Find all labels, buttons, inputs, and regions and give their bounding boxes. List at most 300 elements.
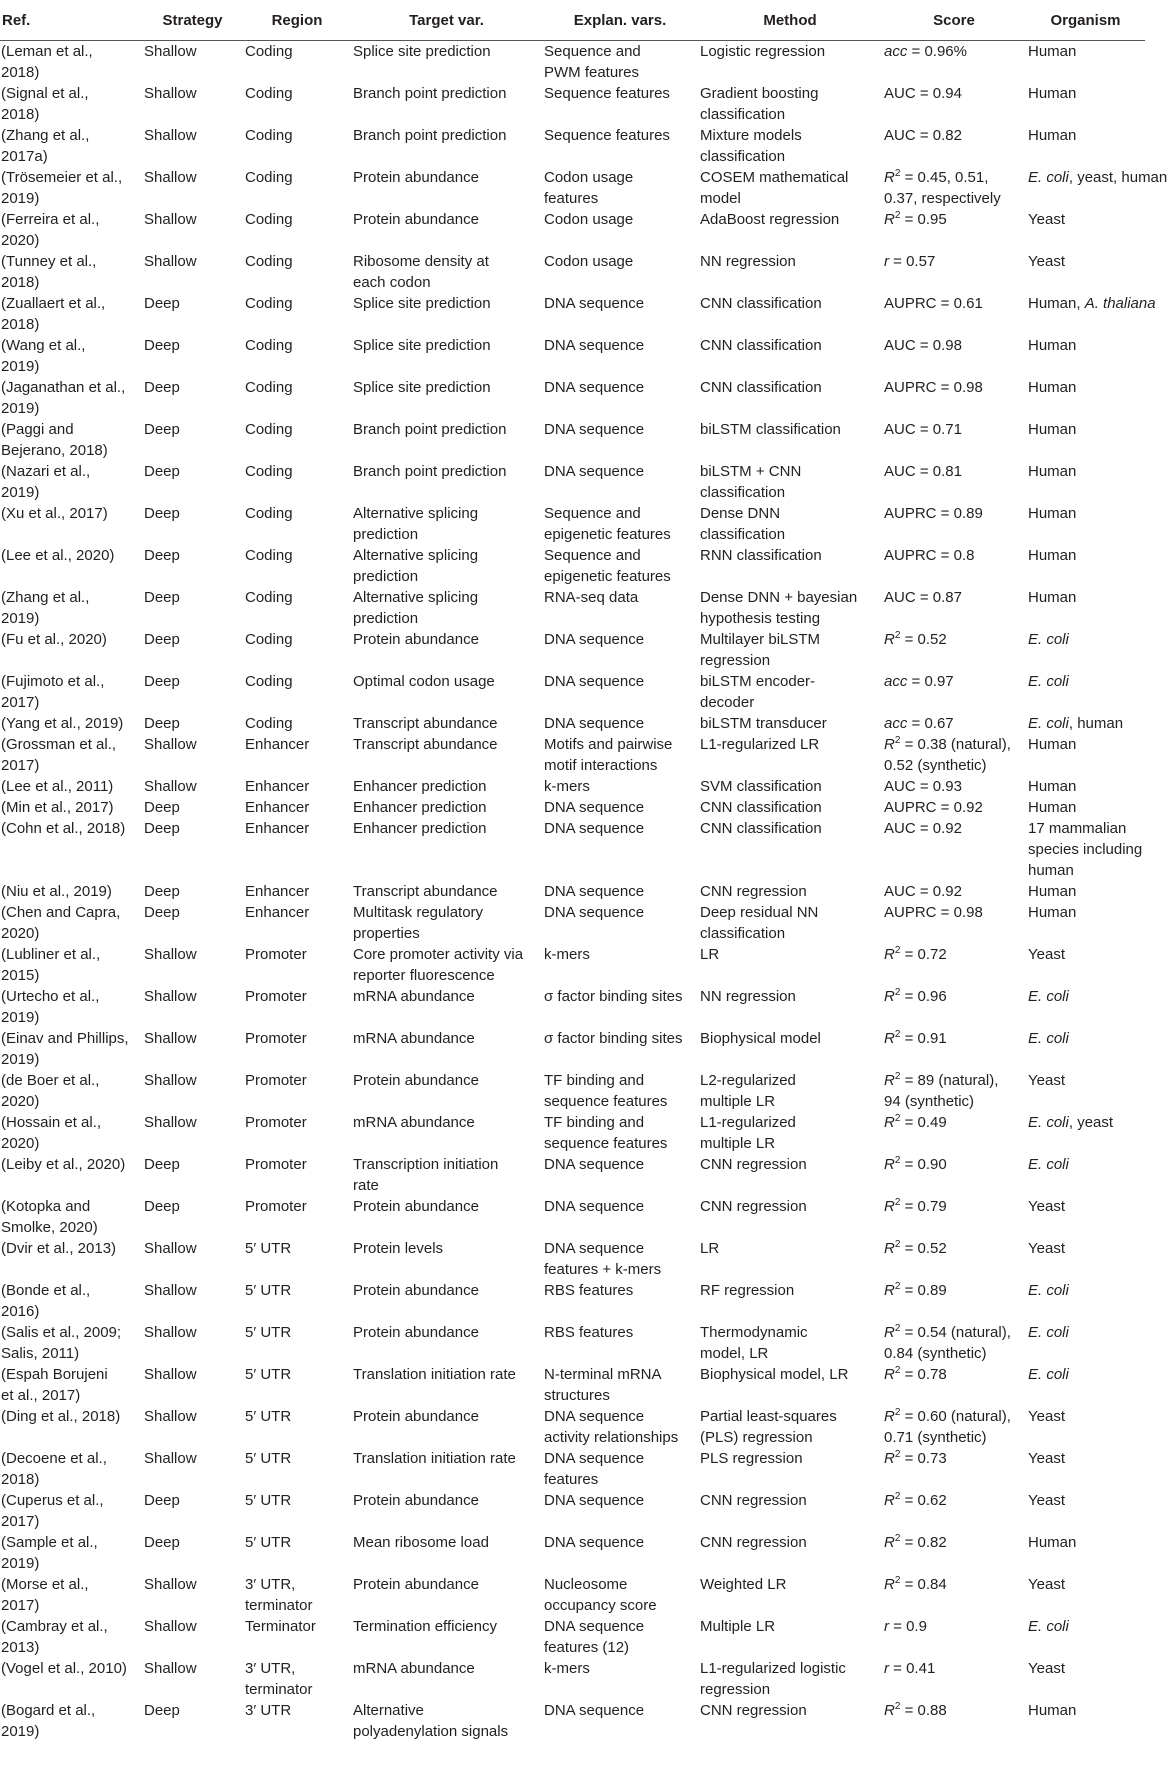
cell-line: $R^2 = 0.38$ (natural), — [884, 735, 1011, 753]
cell-strategy — [142, 797, 243, 818]
cell-target-var — [351, 1700, 542, 1742]
cell-region — [243, 1028, 351, 1070]
cell-ref — [0, 1154, 142, 1196]
cell-line: Human — [1028, 463, 1077, 480]
cell-score — [882, 503, 1026, 545]
cell-line: L1-regularized LR — [700, 736, 820, 753]
table-header — [0, 0, 1145, 41]
cell-method — [698, 713, 882, 734]
cell-region — [243, 797, 351, 818]
cell-line: $R^2 = 0.95$ — [884, 210, 947, 228]
table-row — [0, 1700, 1145, 1742]
cell-organism — [1026, 1154, 1145, 1196]
table-row — [0, 83, 1145, 125]
cell-line: Protein levels — [353, 1240, 444, 1257]
cell-line: AUC = 0.92 — [884, 820, 962, 837]
cell-line: Protein abundance — [353, 1576, 479, 1593]
cell-organism — [1026, 209, 1145, 251]
cell-line: Human — [1028, 736, 1077, 753]
cell-line: epigenetic features — [544, 526, 671, 543]
cell-target-var — [351, 1616, 542, 1658]
cell-line: Gradient boosting — [700, 85, 819, 102]
cell-strategy — [142, 1028, 243, 1070]
cell-line: 2015) — [1, 967, 40, 984]
cell-line: (Hossain et al., — [1, 1114, 102, 1131]
cell-line: DNA sequence — [544, 820, 645, 837]
cell-organism — [1026, 419, 1145, 461]
cell-ref — [0, 461, 142, 503]
cell-line: (Salis et al., 2009; — [1, 1324, 122, 1341]
cell-region — [243, 1448, 351, 1490]
cell-target-var — [351, 944, 542, 986]
cell-target-var — [351, 1154, 542, 1196]
cell-line: E. coli — [1028, 673, 1069, 690]
cell-explan-vars — [542, 335, 698, 377]
cell-line: AUC = 0.94 — [884, 85, 962, 102]
table-row — [0, 1238, 1145, 1280]
cell-strategy — [142, 734, 243, 776]
cell-region — [243, 1364, 351, 1406]
cell-line: Thermodynamic — [700, 1324, 808, 1341]
cell-line: Deep — [144, 421, 180, 438]
cell-line: Human — [1028, 127, 1077, 144]
cell-line: (Bogard et al., — [1, 1702, 96, 1719]
cell-line: Terminator — [245, 1618, 316, 1635]
cell-ref — [0, 944, 142, 986]
cell-explan-vars — [542, 1196, 698, 1238]
cell-line: Deep — [144, 547, 180, 564]
cell-line: DNA sequence — [544, 1156, 645, 1173]
table-row — [0, 545, 1145, 587]
cell-score — [882, 1154, 1026, 1196]
cell-target-var — [351, 1196, 542, 1238]
cell-line: AUC = 0.93 — [884, 778, 962, 795]
cell-line: L2-regularized — [700, 1072, 796, 1089]
cell-method — [698, 209, 882, 251]
cell-score — [882, 1574, 1026, 1616]
cell-ref — [0, 1490, 142, 1532]
cell-line: $R^2 = 0.54$ (natural), — [884, 1323, 1011, 1341]
cell-line: CNN classification — [700, 337, 822, 354]
cell-line: Yeast — [1028, 1450, 1065, 1467]
cell-line: 2020) — [1, 925, 40, 942]
cell-line: Multiple LR — [700, 1618, 776, 1635]
cell-line: Shallow — [144, 211, 197, 228]
cell-ref — [0, 335, 142, 377]
cell-score — [882, 335, 1026, 377]
cell-line: Salis, 2011) — [1, 1345, 80, 1362]
cell-line: (Ding et al., 2018) — [1, 1408, 121, 1425]
cell-line: Deep — [144, 337, 180, 354]
cell-region — [243, 818, 351, 881]
cell-region — [243, 503, 351, 545]
cell-target-var — [351, 1112, 542, 1154]
cell-method — [698, 1364, 882, 1406]
cell-line: prediction — [353, 568, 419, 585]
cell-line: $R^2 = 0.62$ — [884, 1491, 947, 1509]
cell-line: Human — [1028, 778, 1077, 795]
cell-line: Deep — [144, 1156, 180, 1173]
cell-explan-vars — [542, 1154, 698, 1196]
cell-target-var — [351, 797, 542, 818]
cell-line: 2017a) — [1, 148, 48, 165]
cell-explan-vars — [542, 1280, 698, 1322]
cell-line: Codon usage — [544, 253, 634, 270]
cell-line: σ factor binding sites — [544, 1030, 683, 1047]
cell-line: (Dvir et al., 2013) — [1, 1240, 117, 1257]
cell-score — [882, 41, 1026, 84]
cell-line: $R^2 = 0.90$ — [884, 1155, 947, 1173]
cell-line: Human — [1028, 379, 1077, 396]
cell-line: Yeast — [1028, 1408, 1065, 1425]
cell-target-var — [351, 41, 542, 84]
cell-strategy — [142, 209, 243, 251]
cell-ref — [0, 797, 142, 818]
cell-line: Coding — [245, 421, 293, 438]
cell-strategy — [142, 881, 243, 902]
cell-line: Translation initiation rate — [353, 1450, 516, 1467]
cell-score — [882, 797, 1026, 818]
cell-organism — [1026, 944, 1145, 986]
cell-method — [698, 1616, 882, 1658]
cell-line: human — [1028, 862, 1074, 879]
cell-strategy — [142, 1490, 243, 1532]
cell-strategy — [142, 1616, 243, 1658]
cell-score — [882, 986, 1026, 1028]
cell-line: regression — [700, 1681, 771, 1698]
cell-line: Human, A. thaliana — [1028, 295, 1156, 312]
cell-ref — [0, 1238, 142, 1280]
cell-line: 2018) — [1, 316, 40, 333]
cell-line: CNN classification — [700, 799, 822, 816]
cell-line: Deep — [144, 631, 180, 648]
cell-line: Multitask regulatory — [353, 904, 484, 921]
cell-method — [698, 251, 882, 293]
cell-line: $R^2 = 89$ (natural), — [884, 1071, 999, 1089]
cell-score — [882, 587, 1026, 629]
cell-line: Coding — [245, 253, 293, 270]
cell-region — [243, 1658, 351, 1700]
cell-region — [243, 1154, 351, 1196]
cell-line: Shallow — [144, 43, 197, 60]
cell-score — [882, 377, 1026, 419]
cell-line: Shallow — [144, 1408, 197, 1425]
cell-line: Alternative — [353, 1702, 424, 1719]
cell-organism — [1026, 83, 1145, 125]
cell-line: 2019) — [1, 1051, 40, 1068]
cell-organism — [1026, 902, 1145, 944]
cell-ref — [0, 41, 142, 84]
cell-line: Protein abundance — [353, 1198, 479, 1215]
cell-line: acc = 0.96% — [884, 43, 967, 60]
cell-line: 2019) — [1, 1555, 40, 1572]
cell-line: (Leiby et al., 2020) — [1, 1156, 126, 1173]
cell-line: Human — [1028, 547, 1077, 564]
cell-line: acc = 0.97 — [884, 673, 954, 690]
cell-line: Shallow — [144, 169, 197, 186]
cell-method — [698, 545, 882, 587]
cell-line: 5′ UTR — [245, 1282, 292, 1299]
cell-region — [243, 1616, 351, 1658]
table-row — [0, 1280, 1145, 1322]
cell-line: Enhancer prediction — [353, 799, 487, 816]
table-row — [0, 629, 1145, 671]
cell-line: Deep — [144, 883, 180, 900]
cell-organism — [1026, 1532, 1145, 1574]
cell-ref — [0, 1406, 142, 1448]
cell-line: LR — [700, 1240, 720, 1257]
cell-line: E. coli — [1028, 988, 1069, 1005]
cell-line: 2016) — [1, 1303, 40, 1320]
cell-line: 2017) — [1, 1513, 40, 1530]
cell-explan-vars — [542, 1574, 698, 1616]
cell-line: 2019) — [1, 358, 40, 375]
cell-method — [698, 1280, 882, 1322]
cell-line: L1-regularized — [700, 1114, 796, 1131]
cell-organism — [1026, 671, 1145, 713]
header-organism: Organism — [1026, 0, 1145, 41]
header-ref: Ref. — [0, 0, 142, 41]
cell-line: DNA sequence — [544, 1240, 645, 1257]
cell-explan-vars — [542, 41, 698, 84]
cell-line: Sequence features — [544, 127, 670, 144]
cell-line: classification — [700, 925, 786, 942]
cell-score — [882, 1070, 1026, 1112]
cell-line: (Paggi and — [1, 421, 74, 438]
cell-line: Enhancer — [245, 904, 310, 921]
cell-strategy — [142, 251, 243, 293]
cell-strategy — [142, 1280, 243, 1322]
cell-line: Branch point prediction — [353, 463, 507, 480]
cell-line: Coding — [245, 379, 293, 396]
cell-line: E. coli — [1028, 1156, 1069, 1173]
cell-strategy — [142, 1238, 243, 1280]
cell-region — [243, 986, 351, 1028]
table-row — [0, 377, 1145, 419]
cell-strategy — [142, 545, 243, 587]
cell-line: L1-regularized logistic — [700, 1660, 846, 1677]
cell-strategy — [142, 503, 243, 545]
cell-strategy — [142, 167, 243, 209]
cell-line: AUPRC = 0.98 — [884, 379, 983, 396]
cell-line: AUPRC = 0.98 — [884, 904, 983, 921]
cell-explan-vars — [542, 251, 698, 293]
cell-line: Yeast — [1028, 253, 1065, 270]
cell-line: (Sample et al., — [1, 1534, 98, 1551]
cell-line: (Espah Borujeni — [1, 1366, 108, 1383]
cell-line: (Nazari et al., — [1, 463, 91, 480]
table-row — [0, 797, 1145, 818]
cell-target-var — [351, 167, 542, 209]
cell-line: E. coli — [1028, 1618, 1069, 1635]
cell-line: Shallow — [144, 1114, 197, 1131]
cell-target-var — [351, 377, 542, 419]
cell-line: Logistic regression — [700, 43, 826, 60]
cell-line: r = 0.57 — [884, 253, 936, 270]
cell-target-var — [351, 986, 542, 1028]
cell-target-var — [351, 629, 542, 671]
cell-line: $R^2 = 0.79$ — [884, 1197, 947, 1215]
table-row — [0, 1448, 1145, 1490]
cell-strategy — [142, 419, 243, 461]
cell-line: AUC = 0.71 — [884, 421, 962, 438]
cell-line: 2018) — [1, 106, 40, 123]
cell-line: hypothesis testing — [700, 610, 821, 627]
cell-line: Transcript abundance — [353, 715, 498, 732]
cell-method — [698, 1700, 882, 1742]
cell-line: 2019) — [1, 400, 40, 417]
cell-strategy — [142, 1364, 243, 1406]
cell-line: 2020) — [1, 1093, 40, 1110]
cell-line: Ribosome density at — [353, 253, 489, 270]
cell-target-var — [351, 1490, 542, 1532]
cell-line: Enhancer prediction — [353, 778, 487, 795]
cell-strategy — [142, 671, 243, 713]
table-row — [0, 1196, 1145, 1238]
cell-line: 3′ UTR — [245, 1702, 292, 1719]
cell-ref — [0, 209, 142, 251]
table-body — [0, 41, 1167, 1743]
cell-line: AUPRC = 0.61 — [884, 295, 983, 312]
cell-strategy — [142, 902, 243, 944]
cell-explan-vars — [542, 1406, 698, 1448]
table-row — [0, 734, 1145, 776]
cell-line: (Chen and Capra, — [1, 904, 121, 921]
cell-line: CNN regression — [700, 883, 807, 900]
cell-strategy — [142, 1322, 243, 1364]
header-method: Method — [698, 0, 882, 41]
cell-line: TF binding and — [544, 1072, 645, 1089]
cell-region — [243, 587, 351, 629]
cell-target-var — [351, 1406, 542, 1448]
cell-line: Enhancer prediction — [353, 820, 487, 837]
cell-explan-vars — [542, 1616, 698, 1658]
cell-line: Protein abundance — [353, 1324, 479, 1341]
cell-target-var — [351, 251, 542, 293]
cell-line: 5′ UTR — [245, 1240, 292, 1257]
cell-line: Coding — [245, 211, 293, 228]
cell-line: Enhancer — [245, 778, 310, 795]
cell-line: Shallow — [144, 946, 197, 963]
cell-line: (Urtecho et al., — [1, 988, 100, 1005]
cell-region — [243, 1406, 351, 1448]
cell-organism — [1026, 587, 1145, 629]
cell-strategy — [142, 1070, 243, 1112]
cell-line: Coding — [245, 547, 293, 564]
cell-line: Protein abundance — [353, 169, 479, 186]
cell-target-var — [351, 734, 542, 776]
cell-line: E. coli, human — [1028, 715, 1124, 732]
cell-region — [243, 1280, 351, 1322]
cell-line: Deep — [144, 379, 180, 396]
cell-line: Motifs and pairwise — [544, 736, 673, 753]
cell-score — [882, 83, 1026, 125]
cell-line: CNN regression — [700, 1534, 807, 1551]
cell-line: Promoter — [245, 1114, 307, 1131]
cell-line: Deep — [144, 463, 180, 480]
cell-line: Shallow — [144, 253, 197, 270]
cell-line: 2018) — [1, 64, 40, 81]
cell-line: Human — [1028, 421, 1077, 438]
cell-line: Coding — [245, 673, 293, 690]
cell-line: et al., 2017) — [1, 1387, 81, 1404]
cell-line: Promoter — [245, 1198, 307, 1215]
cell-line: Human — [1028, 799, 1077, 816]
cell-line: Transcript abundance — [353, 883, 498, 900]
cell-explan-vars — [542, 671, 698, 713]
cell-line: $R^2 = 0.84$ — [884, 1575, 947, 1593]
cell-score — [882, 1448, 1026, 1490]
cell-organism — [1026, 503, 1145, 545]
cell-line: NN regression — [700, 253, 796, 270]
cell-line: (Leman et al., — [1, 43, 93, 60]
cell-score — [882, 671, 1026, 713]
cell-line: classification — [700, 526, 786, 543]
cell-line: Coding — [245, 337, 293, 354]
cell-line: Promoter — [245, 1072, 307, 1089]
cell-line: DNA sequence — [544, 1492, 645, 1509]
cell-target-var — [351, 671, 542, 713]
cell-line: Branch point prediction — [353, 127, 507, 144]
cell-line: model, LR — [700, 1345, 769, 1362]
cell-line: Sequence features — [544, 85, 670, 102]
cell-line: Nucleosome — [544, 1576, 628, 1593]
cell-line: Protein abundance — [353, 1408, 479, 1425]
cell-line: sequence features — [544, 1135, 668, 1152]
cell-line: Deep — [144, 820, 180, 837]
cell-line: 3′ UTR, — [245, 1576, 296, 1593]
cell-line: CNN regression — [700, 1198, 807, 1215]
cell-explan-vars — [542, 587, 698, 629]
cell-score — [882, 1280, 1026, 1322]
cell-region — [243, 377, 351, 419]
cell-method — [698, 41, 882, 84]
cell-line: NN regression — [700, 988, 796, 1005]
cell-line: features — [544, 1471, 599, 1488]
cell-explan-vars — [542, 713, 698, 734]
cell-line: Enhancer — [245, 883, 310, 900]
cell-organism — [1026, 377, 1145, 419]
cell-line: Human — [1028, 1534, 1077, 1551]
cell-line: Biophysical model — [700, 1030, 821, 1047]
cell-organism — [1026, 1028, 1145, 1070]
cell-line: mRNA abundance — [353, 988, 475, 1005]
cell-score — [882, 1322, 1026, 1364]
cell-line: (Tunney et al., — [1, 253, 97, 270]
cell-line: AUC = 0.87 — [884, 589, 962, 606]
cell-line: SVM classification — [700, 778, 822, 795]
cell-line: (Zuallaert et al., — [1, 295, 106, 312]
cell-line: E. coli — [1028, 1324, 1069, 1341]
cell-score — [882, 1196, 1026, 1238]
cell-explan-vars — [542, 209, 698, 251]
cell-line: Promoter — [245, 946, 307, 963]
table-row — [0, 1616, 1145, 1658]
table-row — [0, 1154, 1145, 1196]
table-row — [0, 293, 1145, 335]
cell-line: 2019) — [1, 1009, 40, 1026]
cell-explan-vars — [542, 986, 698, 1028]
cell-line: Deep — [144, 1198, 180, 1215]
cell-ref — [0, 125, 142, 167]
cell-line: decoder — [700, 694, 755, 711]
cell-line: (PLS) regression — [700, 1429, 813, 1446]
cell-line: k-mers — [544, 778, 590, 795]
cell-ref — [0, 83, 142, 125]
cell-line: $R^2 = 0.52$ — [884, 1239, 947, 1257]
cell-line: 2018) — [1, 274, 40, 291]
cell-target-var — [351, 902, 542, 944]
